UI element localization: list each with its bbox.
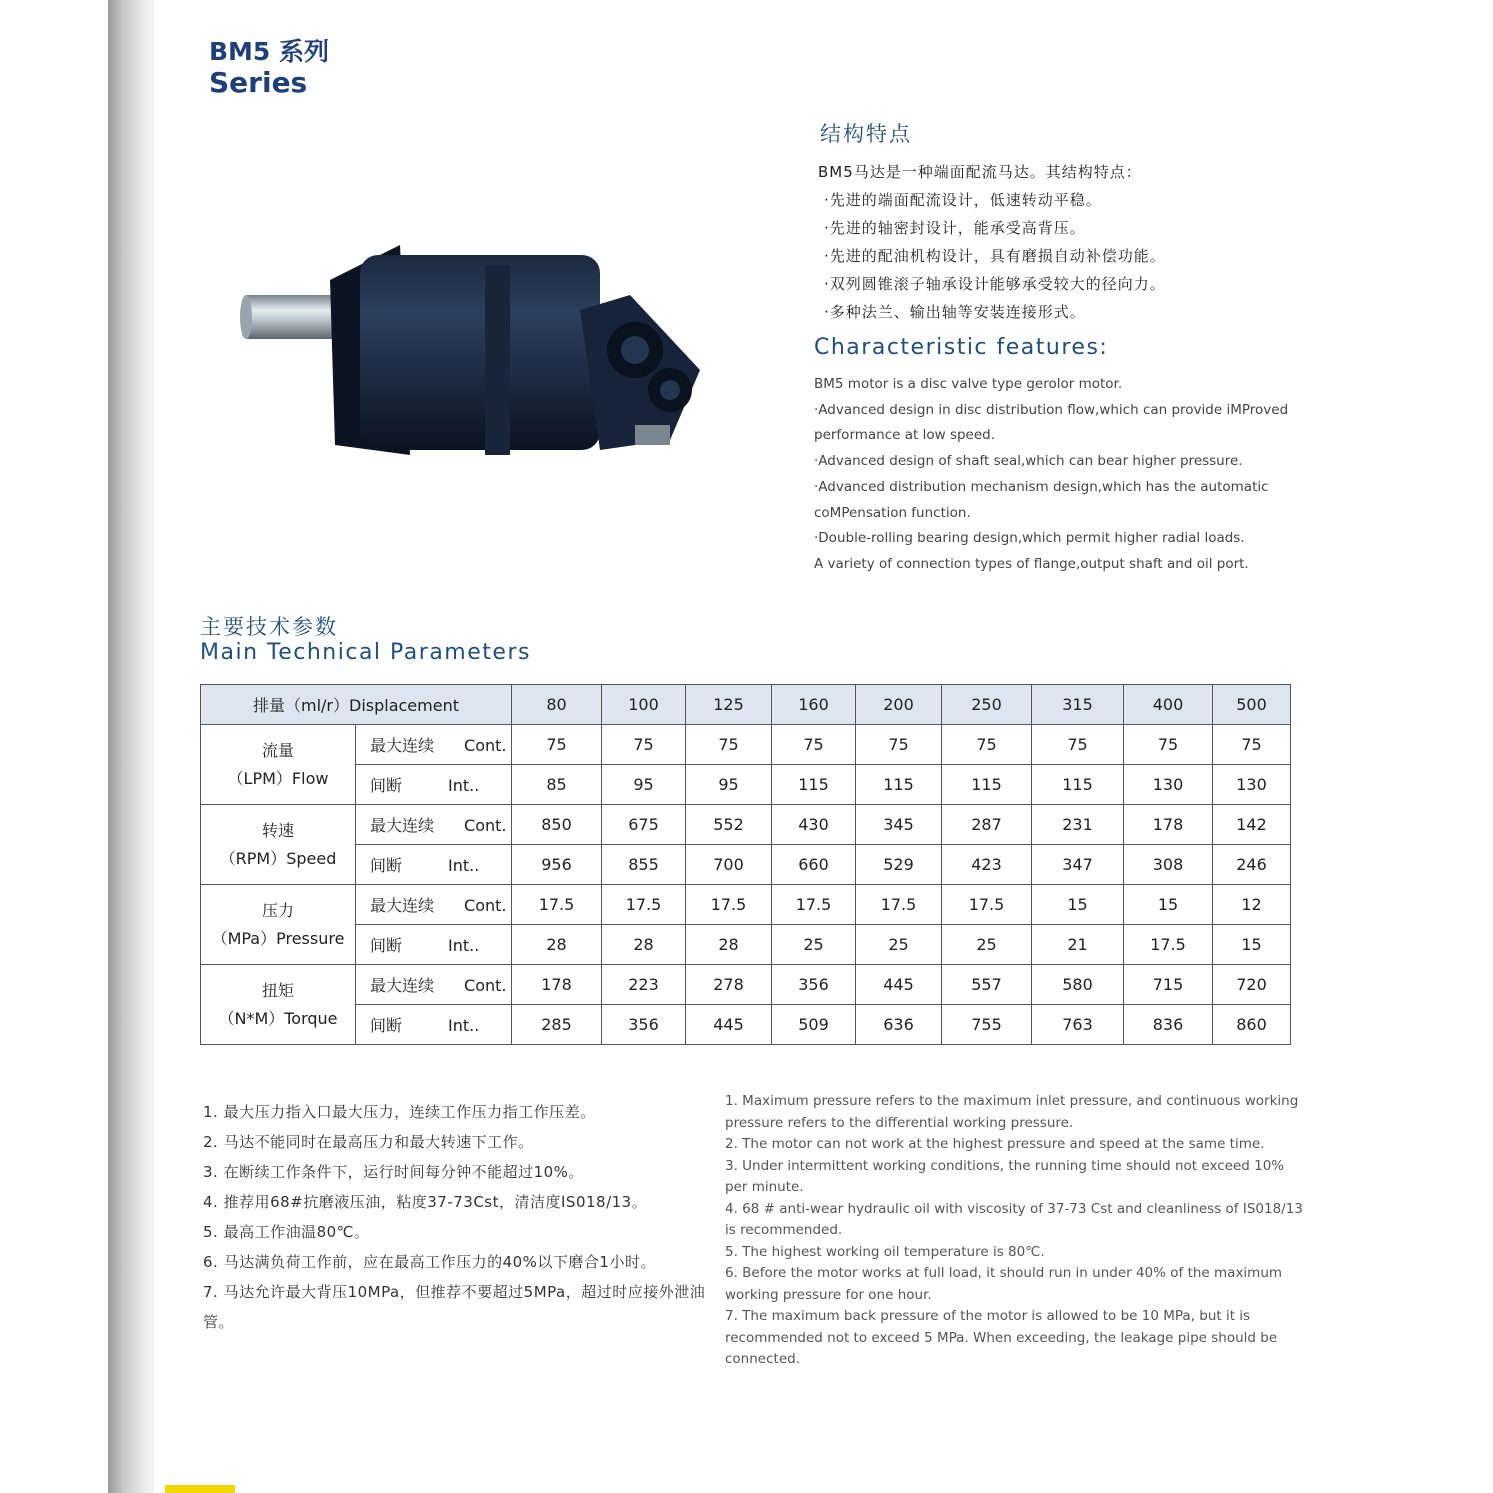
table-cell: 115	[856, 765, 942, 805]
table-cell: 15	[1213, 925, 1291, 965]
displacement-value: 100	[602, 685, 686, 725]
features-cn-bullet: ·双列圆锥滚子轴承设计能够承受较大的径向力。	[824, 275, 1166, 293]
table-cell: 278	[686, 965, 772, 1005]
features-cn-bullet: ·先进的配油机构设计，具有磨损自动补偿功能。	[824, 247, 1166, 265]
param-group-label-cn: 流量	[261, 740, 294, 760]
note-cn: 7. 马达允许最大背压10MPa，但推荐不要超过5MPa，超过时应接外泄油管。	[203, 1283, 706, 1331]
note-en: 3. Under intermittent working conditions, the running time should not exceed 10% per minute.	[725, 1157, 1285, 1195]
table-cell: 95	[602, 765, 686, 805]
table-cell: 17.5	[942, 885, 1032, 925]
param-group-label-cn: 扭矩	[261, 980, 294, 1000]
table-cell: 445	[856, 965, 942, 1005]
note-cn: 3. 在断续工作条件下，运行时间每分钟不能超过10%。	[203, 1163, 584, 1181]
table-cell: 552	[686, 805, 772, 845]
row-label-en: Int..	[448, 936, 480, 955]
table-cell: 130	[1213, 765, 1291, 805]
table-cell: 75	[856, 725, 942, 765]
table-cell: 28	[512, 925, 602, 965]
table-cell: 17.5	[856, 885, 942, 925]
table-cell: 675	[602, 805, 686, 845]
note-en: 7. The maximum back pressure of the motor is allowed to be 10 MPa, but it is recommended not to exceed 5 MPa. When exceeding, the leakage pipe should be connected.	[725, 1308, 1278, 1367]
table-cell: 763	[1032, 1005, 1124, 1045]
displacement-value: 250	[942, 685, 1032, 725]
row-label-en: Cont.	[464, 896, 507, 915]
notes-en	[725, 1091, 1305, 1371]
row-label-cn: 间断	[370, 856, 403, 875]
table-cell: 720	[1213, 965, 1291, 1005]
table-cell: 231	[1032, 805, 1124, 845]
table-cell: 285	[512, 1005, 602, 1045]
table-cell: 700	[686, 845, 772, 885]
page-corner-tab	[165, 1485, 235, 1493]
row-label-cont	[356, 725, 512, 765]
table-cell: 15	[1124, 885, 1213, 925]
note-en: 4. 68 # anti-wear hydraulic oil with viscosity of 37-73 Cst and cleanliness of IS018/13 is recommended.	[725, 1200, 1303, 1238]
row-label-en: Int..	[448, 776, 480, 795]
displacement-value: 500	[1213, 685, 1291, 725]
table-cell: 178	[1124, 805, 1213, 845]
displacement-value: 315	[1032, 685, 1124, 725]
features-cn	[818, 158, 1166, 326]
table-cell: 17.5	[602, 885, 686, 925]
table-row	[201, 885, 1291, 925]
displacement-value: 160	[772, 685, 856, 725]
motor-product-image	[240, 240, 710, 470]
row-label-cn: 最大连续	[370, 976, 435, 995]
table-row	[201, 725, 1291, 765]
param-group-label-cn: 转速	[261, 820, 294, 840]
features-en	[814, 372, 1294, 578]
table-cell: 246	[1213, 845, 1291, 885]
note-en: 1. Maximum pressure refers to the maximum inlet pressure, and continuous working pressure refers to the differential working pressure.	[725, 1093, 1299, 1131]
table-cell: 356	[602, 1005, 686, 1045]
row-label-cn: 最大连续	[370, 896, 435, 915]
param-group-label-en: （RPM）Speed	[219, 848, 337, 868]
displacement-value: 400	[1124, 685, 1213, 725]
table-cell: 21	[1032, 925, 1124, 965]
table-cell: 28	[602, 925, 686, 965]
note-en: 5. The highest working oil temperature is 80℃.	[725, 1243, 1045, 1260]
table-cell: 17.5	[1124, 925, 1213, 965]
displacement-label: 排量（ml/r）Displacement	[201, 685, 512, 725]
table-cell: 557	[942, 965, 1032, 1005]
note-cn: 2. 马达不能同时在最高压力和最大转速下工作。	[203, 1133, 534, 1151]
table-cell: 75	[1032, 725, 1124, 765]
param-group-label	[201, 725, 356, 805]
table-cell: 17.5	[512, 885, 602, 925]
features-cn-bullet: ·先进的轴密封设计，能承受高背压。	[824, 219, 1086, 237]
table-cell: 25	[772, 925, 856, 965]
table-cell: 660	[772, 845, 856, 885]
table-cell: 95	[686, 765, 772, 805]
row-label-cn: 间断	[370, 936, 403, 955]
table-row	[201, 805, 1291, 845]
series-title	[209, 38, 329, 99]
features-heading-en: Characteristic features:	[814, 335, 1109, 360]
table-cell: 15	[1032, 885, 1124, 925]
note-cn: 5. 最高工作油温80℃。	[203, 1223, 370, 1241]
table-cell: 115	[942, 765, 1032, 805]
table-cell: 580	[1032, 965, 1124, 1005]
param-group-label	[201, 885, 356, 965]
table-cell: 115	[772, 765, 856, 805]
row-label-int	[356, 925, 512, 965]
features-cn-bullet: ·多种法兰、输出轴等安装连接形式。	[824, 303, 1086, 321]
row-label-int	[356, 1005, 512, 1045]
table-cell: 142	[1213, 805, 1291, 845]
table-cell: 529	[856, 845, 942, 885]
note-en: 2. The motor can not work at the highest pressure and speed at the same time.	[725, 1136, 1265, 1152]
row-label-cn: 最大连续	[370, 816, 435, 835]
table-cell: 28	[686, 925, 772, 965]
param-group-label-cn: 压力	[261, 900, 294, 920]
row-label-en: Cont.	[464, 736, 507, 755]
param-group-label-en: （MPa）Pressure	[211, 928, 345, 948]
displacement-value: 125	[686, 685, 772, 725]
table-cell: 115	[1032, 765, 1124, 805]
table-row	[201, 1005, 1291, 1045]
params-heading-en: Main Technical Parameters	[200, 640, 531, 665]
table-cell: 836	[1124, 1005, 1213, 1045]
param-group-label	[201, 965, 356, 1045]
row-label-en: Int..	[448, 856, 480, 875]
row-label-int	[356, 765, 512, 805]
table-cell: 509	[772, 1005, 856, 1045]
row-label-en: Int..	[448, 1016, 480, 1035]
table-cell: 17.5	[686, 885, 772, 925]
table-cell: 636	[856, 1005, 942, 1045]
features-en-line: ·Advanced distribution mechanism design,which has the automatic coMPensation function.	[814, 478, 1269, 521]
row-label-cont	[356, 805, 512, 845]
displacement-value: 200	[856, 685, 942, 725]
series-title-line2: Series	[209, 65, 308, 99]
features-en-line: A variety of connection types of flange,output shaft and oil port.	[814, 555, 1249, 572]
param-group-label-en: （LPM）Flow	[227, 768, 329, 788]
table-row	[201, 965, 1291, 1005]
table-cell: 445	[686, 1005, 772, 1045]
table-cell: 75	[1213, 725, 1291, 765]
features-en-line: ·Advanced design of shaft seal,which can bear higher pressure.	[814, 453, 1243, 470]
table-cell: 956	[512, 845, 602, 885]
table-cell: 850	[512, 805, 602, 845]
row-label-cont	[356, 965, 512, 1005]
table-cell: 223	[602, 965, 686, 1005]
row-label-en: Cont.	[464, 976, 507, 995]
table-cell: 287	[942, 805, 1032, 845]
table-cell: 855	[602, 845, 686, 885]
table-cell: 12	[1213, 885, 1291, 925]
table-header-row	[201, 685, 1291, 725]
table-row	[201, 765, 1291, 805]
note-cn: 4. 推荐用68#抗磨液压油，粘度37-73Cst，清洁度IS018/13。	[203, 1193, 648, 1211]
row-label-cn: 间断	[370, 1016, 403, 1035]
note-cn: 1. 最大压力指入口最大压力，连续工作压力指工作压差。	[203, 1103, 596, 1121]
page-binding-shadow	[108, 0, 154, 1493]
note-en: 6. Before the motor works at full load, it should run in under 40% of the maximum working pressure for one hour.	[725, 1265, 1283, 1303]
table-cell: 430	[772, 805, 856, 845]
features-cn-intro: BM5马达是一种端面配流马达。其结构特点：	[818, 163, 1142, 181]
table-cell: 75	[942, 725, 1032, 765]
params-heading-cn: 主要技术参数	[200, 615, 338, 639]
param-group-label-en: （N*M）Torque	[218, 1008, 338, 1028]
table-cell: 178	[512, 965, 602, 1005]
row-label-en: Cont.	[464, 816, 507, 835]
table-cell: 85	[512, 765, 602, 805]
row-label-cn: 间断	[370, 776, 403, 795]
table-cell: 860	[1213, 1005, 1291, 1045]
table-cell: 25	[942, 925, 1032, 965]
table-cell: 75	[686, 725, 772, 765]
row-label-cn: 最大连续	[370, 736, 435, 755]
row-label-int	[356, 845, 512, 885]
table-cell: 308	[1124, 845, 1213, 885]
row-label-cont	[356, 885, 512, 925]
features-en-line: ·Advanced design in disc distribution flow,which can provide iMProved performance at low speed.	[814, 401, 1289, 444]
table-cell: 755	[942, 1005, 1032, 1045]
table-cell: 715	[1124, 965, 1213, 1005]
table-cell: 345	[856, 805, 942, 845]
parameters-table-body	[201, 685, 1291, 1045]
table-cell: 75	[772, 725, 856, 765]
table-cell: 423	[942, 845, 1032, 885]
parameters-table	[200, 684, 1291, 1045]
displacement-value: 80	[512, 685, 602, 725]
table-cell: 75	[602, 725, 686, 765]
table-cell: 17.5	[772, 885, 856, 925]
table-row	[201, 845, 1291, 885]
table-cell: 347	[1032, 845, 1124, 885]
table-cell: 75	[512, 725, 602, 765]
notes-cn	[203, 1097, 723, 1337]
table-cell: 25	[856, 925, 942, 965]
features-heading-cn: 结构特点	[820, 122, 912, 146]
features-en-line: ·Double-rolling bearing design,which permit higher radial loads.	[814, 530, 1245, 547]
table-row	[201, 925, 1291, 965]
features-en-line: BM5 motor is a disc valve type gerolor motor.	[814, 376, 1123, 392]
table-cell: 75	[1124, 725, 1213, 765]
note-cn: 6. 马达满负荷工作前，应在最高工作压力的40%以下磨合1小时。	[203, 1253, 656, 1271]
param-group-label	[201, 805, 356, 885]
table-cell: 356	[772, 965, 856, 1005]
table-cell: 130	[1124, 765, 1213, 805]
series-title-line1: BM5 系列	[209, 37, 330, 66]
features-cn-bullet: ·先进的端面配流设计，低速转动平稳。	[824, 191, 1102, 209]
